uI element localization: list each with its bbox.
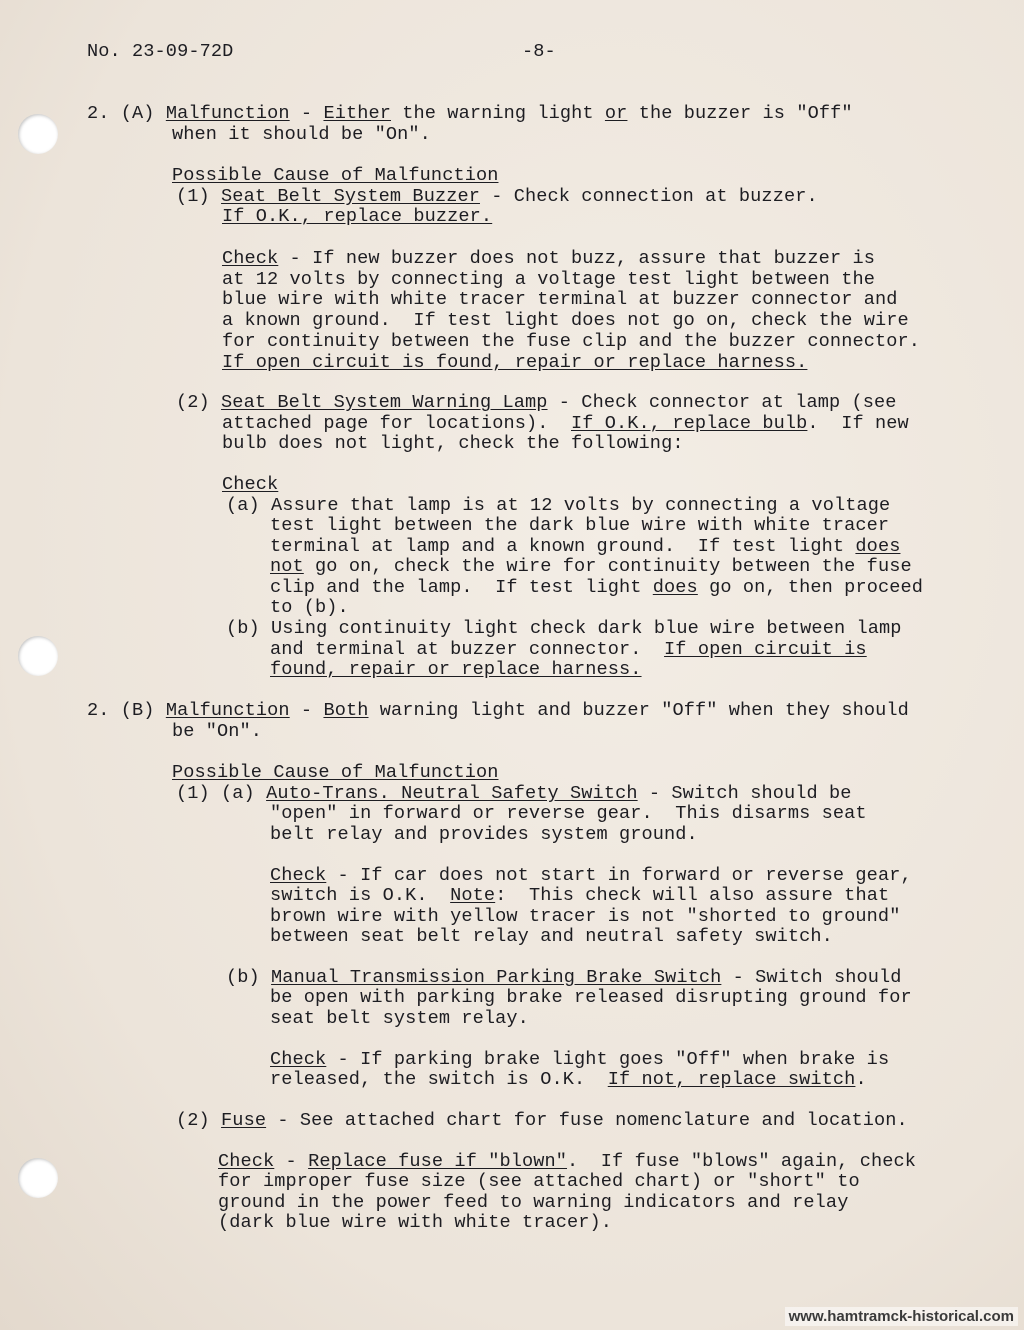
item-b1a-line-3: belt relay and provides system ground. xyxy=(270,824,698,845)
item-a1-check-line-1: Check - If new buzzer does not buzz, assure that buzzer is xyxy=(222,248,875,269)
item-b2-check-line-2: for improper fuse size (see attached chart) or "short" to xyxy=(218,1171,860,1192)
section-b-heading: 2. (B) Malfunction - Both warning light and buzzer "Off" when they should xyxy=(87,700,909,721)
item-a2-line-2: attached page for locations). If O.K., replace bulb. If new xyxy=(222,413,909,434)
item-a2-a-line-3: terminal at lamp and a known ground. If test light does xyxy=(270,536,901,557)
item-b1a-line-2: "open" in forward or reverse gear. This disarms seat xyxy=(270,803,867,824)
item-a2-a-line-6: to (b). xyxy=(270,597,349,618)
item-b2-check-line-3: ground in the power feed to warning indicators and relay xyxy=(218,1192,849,1213)
item-a1-check-line-2: at 12 volts by connecting a voltage test light between the xyxy=(222,269,875,290)
item-a2-check-label: Check xyxy=(222,474,279,495)
item-b1a-check-line-4: between seat belt relay and neutral safety switch. xyxy=(270,926,833,947)
item-a1-check-line-5: for continuity between the fuse clip and the buzzer connector. xyxy=(222,331,920,352)
item-b1b-check-line-1: Check - If parking brake light goes "Off" when brake is xyxy=(270,1049,890,1070)
item-a1-check-line-4: a known ground. If test light does not go on, check the wire xyxy=(222,310,909,331)
item-b1a-check-line-1: Check - If car does not start in forward or reverse gear, xyxy=(270,865,912,886)
binder-hole xyxy=(18,114,58,154)
item-a2-b-line-2: and terminal at buzzer connector. If open circuit is xyxy=(270,639,867,660)
item-a2-line-1: (2) Seat Belt System Warning Lamp - Check connector at lamp (see xyxy=(176,392,897,413)
binder-hole xyxy=(18,1158,58,1198)
item-b2-check-line-1: Check - Replace fuse if "blown". If fuse "blows" again, check xyxy=(218,1151,917,1172)
page-number: -8- xyxy=(522,41,556,62)
item-a2-a-line-4: not go on, check the wire for continuity between the fuse xyxy=(270,556,912,577)
document-number: No. 23-09-72D xyxy=(87,41,234,62)
section-b-heading-cont: be "On". xyxy=(172,721,263,742)
item-a1-ok: If O.K., replace buzzer. xyxy=(222,206,493,227)
item-a1-line: (1) Seat Belt System Buzzer - Check connection at buzzer. xyxy=(176,186,818,207)
item-b2-line: (2) Fuse - See attached chart for fuse nomenclature and location. xyxy=(176,1110,908,1131)
item-b1b-line-1: (b) Manual Transmission Parking Brake Switch - Switch should xyxy=(226,967,902,988)
item-a2-a-line-2: test light between the dark blue wire with white tracer xyxy=(270,515,890,536)
item-a2-b-line-3: found, repair or replace harness. xyxy=(270,659,642,680)
item-a2-a-line-1: (a) Assure that lamp is at 12 volts by connecting a voltage xyxy=(226,495,891,516)
binder-hole xyxy=(18,636,58,676)
item-b2-check-line-4: (dark blue wire with white tracer). xyxy=(218,1212,613,1233)
item-b1a-line-1: (1) (a) Auto-Trans. Neutral Safety Switch - Switch should be xyxy=(176,783,852,804)
section-a-heading-cont: when it should be "On". xyxy=(172,124,431,145)
item-a2-b-line-1: (b) Using continuity light check dark blue wire between lamp xyxy=(226,618,902,639)
item-b1b-line-2: be open with parking brake released disrupting ground for xyxy=(270,987,912,1008)
item-a2-line-3: bulb does not light, check the following: xyxy=(222,433,684,454)
item-b1a-check-line-2: switch is O.K. Note: This check will also assure that xyxy=(270,885,890,906)
item-a1-check-last: If open circuit is found, repair or replace harness. xyxy=(222,352,808,373)
item-a1-check-line-3: blue wire with white tracer terminal at buzzer connector and xyxy=(222,289,898,310)
item-b1b-check-line-2: released, the switch is O.K. If not, replace switch. xyxy=(270,1069,867,1090)
item-a2-a-line-5: clip and the lamp. If test light does go on, then proceed xyxy=(270,577,923,598)
item-b1b-line-3: seat belt system relay. xyxy=(270,1008,529,1029)
item-b1a-check-line-3: brown wire with yellow tracer is not "shorted to ground" xyxy=(270,906,901,927)
section-b-cause-heading: Possible Cause of Malfunction xyxy=(172,762,499,783)
section-a-cause-heading: Possible Cause of Malfunction xyxy=(172,165,499,186)
section-a-heading: 2. (A) Malfunction - Either the warning light or the buzzer is "Off" xyxy=(87,103,853,124)
site-watermark: www.hamtramck-historical.com xyxy=(785,1307,1018,1326)
